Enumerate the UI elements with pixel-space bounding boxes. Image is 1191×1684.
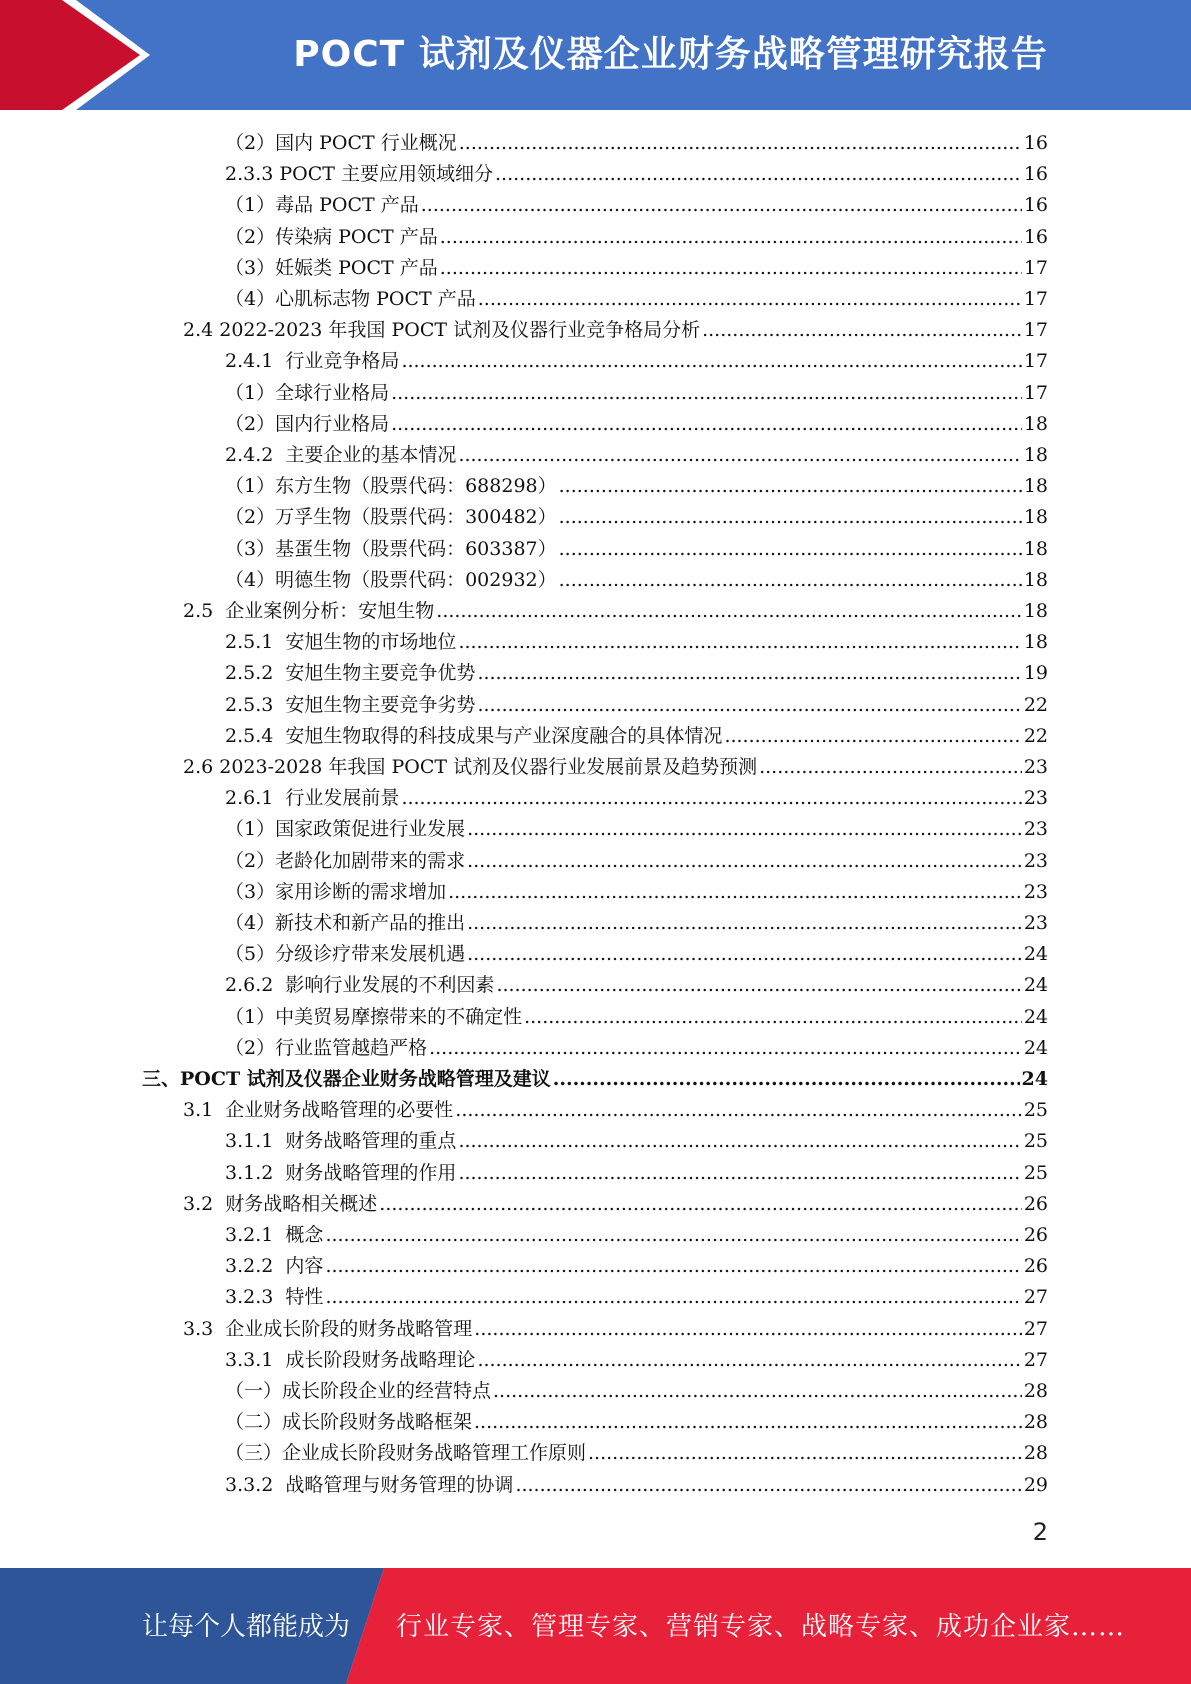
- toc-dot-leader: [559, 565, 1022, 596]
- toc-entry-title: （2）行业监管越趋严格: [225, 1036, 428, 1059]
- toc-dot-leader: [458, 440, 1021, 471]
- toc-entry-title: （1）中美贸易摩擦带来的不确定性: [225, 1005, 523, 1028]
- toc-entry-page: 24: [1023, 974, 1048, 997]
- toc-entry-title: 3.3.1 成长阶段财务战略理论: [225, 1348, 476, 1371]
- toc-entry-page: 17: [1023, 256, 1048, 279]
- toc-entry-title: （1）全球行业格局: [225, 381, 390, 404]
- toc-dot-leader: [588, 1438, 1022, 1469]
- toc-entry-page: 18: [1023, 444, 1048, 466]
- toc-entry-page: 18: [1023, 631, 1048, 654]
- toc-entry[interactable]: [225, 190, 1048, 221]
- toc-entry[interactable]: [225, 1376, 1048, 1407]
- toc-entry[interactable]: [183, 596, 1048, 627]
- toc-entry-page: 23: [1023, 787, 1048, 810]
- toc-entry-title: 2.5 企业案例分析：安旭生物: [183, 600, 435, 622]
- toc-entry-page: 26: [1023, 1255, 1048, 1278]
- toc-entry-title: 2.6 2023-2028 年我国 POCT 试剂及仪器行业发展前景及趋势预测: [183, 756, 758, 778]
- toc-dot-leader: [515, 1470, 1021, 1501]
- toc-entry[interactable]: [225, 877, 1048, 908]
- toc-entry-title: 2.3.3 POCT 主要应用领域细分: [225, 163, 493, 186]
- toc-dot-leader: [455, 1095, 1022, 1126]
- toc-entry-page: 24: [1023, 943, 1048, 966]
- toc-entry[interactable]: [225, 409, 1048, 440]
- toc-entry-title: 2.5.2 安旭生物主要竞争优势: [225, 662, 476, 685]
- toc-entry-title: 2.5.1 安旭生物的市场地位: [225, 631, 457, 654]
- toc-entry-page: 18: [1023, 568, 1048, 591]
- toc-entry-title: 3.2.3 特性: [225, 1286, 324, 1309]
- toc-dot-leader: [477, 690, 1021, 721]
- toc-entry[interactable]: [225, 284, 1048, 315]
- toc-entry-page: 26: [1023, 1224, 1048, 1246]
- toc-entry-page: 19: [1023, 662, 1048, 685]
- toc-dot-leader: [477, 658, 1021, 689]
- toc-entry[interactable]: [225, 1407, 1048, 1438]
- toc-entry[interactable]: [225, 658, 1048, 689]
- toc-entry[interactable]: [225, 1345, 1048, 1376]
- toc-entry-page: 29: [1023, 1473, 1048, 1496]
- toc-entry-page: 17: [1023, 350, 1048, 373]
- toc-dot-leader: [524, 1002, 1022, 1033]
- page-number: 2: [1032, 1518, 1048, 1546]
- toc-entry-page: 23: [1023, 756, 1048, 778]
- toc-entry-page: 23: [1023, 912, 1048, 934]
- toc-entry[interactable]: [225, 534, 1048, 565]
- toc-dot-leader: [724, 721, 1021, 752]
- toc-entry-title: 3.1.1 财务战略管理的重点: [225, 1130, 457, 1153]
- toc-entry-page: 23: [1023, 818, 1048, 841]
- toc-dot-leader: [474, 1314, 1022, 1345]
- toc-dot-leader: [429, 1033, 1022, 1064]
- toc-entry-page: 28: [1023, 1380, 1048, 1402]
- toc-entry-title: 3.2 财务战略相关概述: [183, 1192, 378, 1215]
- toc-entry[interactable]: [225, 1126, 1048, 1157]
- toc-entry-title: 2.6.2 影响行业发展的不利因素: [225, 974, 495, 997]
- toc-dot-leader: [459, 128, 1022, 159]
- toc-entry-page: 17: [1023, 381, 1048, 404]
- toc-entry-page: 27: [1023, 1348, 1048, 1371]
- toc-entry-title: 三、POCT 试剂及仪器企业财务战略管理及建议: [142, 1068, 551, 1090]
- toc-entry[interactable]: [225, 1282, 1048, 1313]
- toc-entry[interactable]: [225, 1470, 1048, 1501]
- toc-dot-leader: [477, 1345, 1021, 1376]
- toc-entry-title: （3）妊娠类 POCT 产品: [225, 256, 438, 279]
- toc-entry-page: 25: [1023, 1099, 1048, 1122]
- toc-entry-title: （2）万孚生物（股票代码：300482）: [225, 506, 557, 529]
- toc-entry[interactable]: [225, 627, 1048, 658]
- toc-entry-page: 24: [1021, 1068, 1048, 1090]
- toc-dot-leader: [458, 1126, 1021, 1157]
- toc-entry[interactable]: [225, 846, 1048, 877]
- toc-entry[interactable]: [225, 440, 1048, 471]
- toc-entry-title: 2.6.1 行业发展前景: [225, 787, 400, 810]
- toc-entry-title: （1）毒品 POCT 产品: [225, 194, 419, 217]
- toc-entry[interactable]: [225, 1002, 1048, 1033]
- toc-entry-title: （3）基蛋生物（股票代码：603387）: [225, 537, 557, 560]
- toc-entry[interactable]: [225, 783, 1048, 814]
- toc-entry-title: （4）心肌标志物 POCT 产品: [225, 288, 476, 310]
- toc-entry-page: 25: [1023, 1130, 1048, 1153]
- toc-entry[interactable]: [225, 159, 1048, 190]
- toc-entry[interactable]: [225, 908, 1048, 939]
- toc-dot-leader: [325, 1282, 1021, 1313]
- toc-entry-title: 3.3.2 战略管理与财务管理的协调: [225, 1473, 514, 1496]
- header-banner: [0, 0, 1191, 110]
- toc-dot-leader: [467, 908, 1022, 939]
- toc-entry[interactable]: [225, 1251, 1048, 1282]
- toc-entry-title: （3）家用诊断的需求增加: [225, 880, 447, 903]
- toc-entry-page: 26: [1023, 1192, 1048, 1215]
- toc-entry-page: 16: [1023, 194, 1048, 217]
- toc-dot-leader: [401, 783, 1021, 814]
- toc-entry[interactable]: [225, 1033, 1048, 1064]
- toc-entry-title: （三）企业成长阶段财务战略管理工作原则: [225, 1442, 587, 1465]
- toc-dot-leader: [702, 315, 1022, 346]
- toc-dot-leader: [478, 284, 1022, 315]
- toc-entry-page: 24: [1023, 1036, 1048, 1059]
- toc-entry-title: 3.2.2 内容: [225, 1255, 324, 1278]
- toc-dot-leader: [421, 190, 1022, 221]
- toc-entry-page: 28: [1023, 1442, 1048, 1465]
- toc-entry[interactable]: [225, 471, 1048, 502]
- toc-dot-leader: [440, 222, 1022, 253]
- toc-entry-title: （2）国内 POCT 行业概况: [225, 132, 457, 154]
- toc-entry-title: （1）国家政策促进行业发展: [225, 818, 466, 841]
- toc-entry[interactable]: [183, 315, 1048, 346]
- toc-entry-page: 18: [1023, 537, 1048, 560]
- toc-dot-leader: [391, 378, 1022, 409]
- toc-entry-title: 2.5.4 安旭生物取得的科技成果与产业深度融合的具体情况: [225, 724, 723, 747]
- report-title: POCT 试剂及仪器企业财务战略管理研究报告: [293, 34, 1048, 75]
- toc-dot-leader: [440, 253, 1022, 284]
- toc-entry-page: 23: [1023, 849, 1048, 872]
- toc-dot-leader: [467, 846, 1022, 877]
- toc-dot-leader: [391, 409, 1022, 440]
- toc-dot-leader: [496, 970, 1021, 1001]
- toc-dot-leader: [401, 346, 1021, 377]
- toc-entry-title: （二）成长阶段财务战略框架: [225, 1411, 473, 1434]
- toc-entry-title: 3.3 企业成长阶段的财务战略管理: [183, 1317, 473, 1340]
- toc-entry-title: 3.1.2 财务战略管理的作用: [225, 1161, 457, 1184]
- toc-entry-page: 18: [1023, 475, 1048, 498]
- toc-dot-leader: [493, 1376, 1022, 1407]
- toc-entry-page: 18: [1023, 412, 1048, 435]
- toc-dot-leader: [553, 1064, 1020, 1095]
- toc-entry-title: 2.4.1 行业竞争格局: [225, 350, 400, 373]
- footer-slogan-left: 让每个人都能成为: [142, 1612, 351, 1642]
- toc-dot-leader: [495, 159, 1022, 190]
- toc-entry[interactable]: [225, 721, 1048, 752]
- toc-dot-leader: [325, 1251, 1021, 1282]
- toc-entry-page: 25: [1023, 1161, 1048, 1184]
- toc-entry[interactable]: [225, 814, 1048, 845]
- toc-dot-leader: [379, 1189, 1022, 1220]
- toc-dot-leader: [458, 1158, 1021, 1189]
- toc-entry-title: （1）东方生物（股票代码：688298）: [225, 475, 557, 498]
- toc-entry-title: （一）成长阶段企业的经营特点: [225, 1380, 492, 1402]
- toc-entry-page: 16: [1023, 132, 1048, 154]
- toc-entry-title: 3.1 企业财务战略管理的必要性: [183, 1099, 454, 1122]
- footer-slogan-right: 行业专家、管理专家、营销专家、战略专家、成功企业家……: [396, 1612, 1126, 1642]
- toc-entry-page: 22: [1023, 724, 1048, 747]
- toc-entry-title: （4）明德生物（股票代码：002932）: [225, 568, 557, 591]
- toc-dot-leader: [467, 939, 1022, 970]
- toc-dot-leader: [474, 1407, 1022, 1438]
- toc-entry-title: （2）传染病 POCT 产品: [225, 225, 438, 248]
- toc-dot-leader: [559, 471, 1022, 502]
- toc-dot-leader: [448, 877, 1022, 908]
- toc-entry-title: 2.5.3 安旭生物主要竞争劣势: [225, 693, 476, 716]
- toc-entry-title: （5）分级诊疗带来发展机遇: [225, 943, 466, 966]
- toc-entry-title: （2）国内行业格局: [225, 412, 390, 435]
- toc-entry-title: 2.4.2 主要企业的基本情况: [225, 444, 457, 466]
- toc-entry[interactable]: [183, 1314, 1048, 1345]
- toc-entry[interactable]: [225, 128, 1048, 159]
- toc-entry-page: 16: [1023, 163, 1048, 186]
- toc-dot-leader: [559, 534, 1022, 565]
- toc-dot-leader: [559, 502, 1022, 533]
- toc-entry-title: （4）新技术和新产品的推出: [225, 912, 466, 934]
- toc-entry[interactable]: [183, 1095, 1048, 1126]
- toc-entry-page: 17: [1023, 288, 1048, 310]
- toc-entry-page: 16: [1023, 225, 1048, 248]
- toc-entry[interactable]: [225, 939, 1048, 970]
- toc-entry-page: 27: [1023, 1317, 1048, 1340]
- toc-entry-title: 2.4 2022-2023 年我国 POCT 试剂及仪器行业竞争格局分析: [183, 319, 701, 342]
- toc-entry[interactable]: [225, 1438, 1048, 1469]
- toc-entry[interactable]: [142, 1064, 1048, 1095]
- toc-entry[interactable]: [225, 1158, 1048, 1189]
- toc-entry-page: 18: [1023, 600, 1048, 622]
- toc-entry-title: 3.2.1 概念: [225, 1224, 324, 1246]
- toc-entry-page: 23: [1023, 880, 1048, 903]
- toc-entry[interactable]: [225, 378, 1048, 409]
- toc-dot-leader: [325, 1220, 1021, 1251]
- toc-entry[interactable]: [225, 346, 1048, 377]
- toc-dot-leader: [458, 627, 1021, 658]
- toc-entry[interactable]: [183, 1189, 1048, 1220]
- toc-dot-leader: [467, 814, 1022, 845]
- toc-entry-page: 17: [1023, 319, 1048, 342]
- toc-dot-leader: [436, 596, 1022, 627]
- toc-entry-page: 24: [1023, 1005, 1048, 1028]
- toc-entry[interactable]: [225, 502, 1048, 533]
- toc-entry[interactable]: [225, 253, 1048, 284]
- toc-dot-leader: [759, 752, 1022, 783]
- toc-entry-page: 18: [1023, 506, 1048, 529]
- toc-entry-page: 22: [1023, 693, 1048, 716]
- footer-banner: [0, 1568, 1191, 1684]
- toc-entry-page: 28: [1023, 1411, 1048, 1434]
- toc-entry[interactable]: [225, 690, 1048, 721]
- toc-entry[interactable]: [225, 1220, 1048, 1251]
- toc-entry-title: （2）老龄化加剧带来的需求: [225, 849, 466, 872]
- toc-entry-page: 27: [1023, 1286, 1048, 1309]
- toc-entry[interactable]: [225, 970, 1048, 1001]
- toc-entry[interactable]: [183, 752, 1048, 783]
- toc-entry[interactable]: [225, 565, 1048, 596]
- toc-entry[interactable]: [225, 222, 1048, 253]
